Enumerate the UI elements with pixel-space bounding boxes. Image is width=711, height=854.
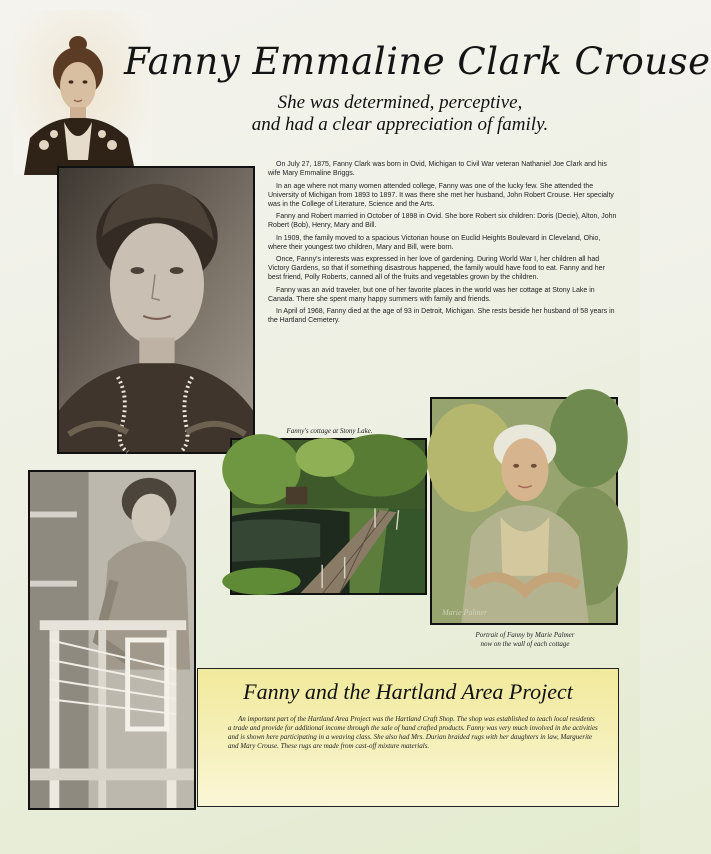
bio-paragraph: In April of 1968, Fanny died at the age of 93 in Detroit, Michigan. She rests beside her husband of 58 years in the Hartland Cemetery. — [268, 308, 615, 324]
project-text: An important part of the Hartland Area Project was the Hartland Craft Shop. The shop was established to teach local residents a trade and provide for additional income through the sale of hand crafted products. Fanny was very much involved in the activities and is shown here participating in a weaving class. She also had Mrs. Durian braided rugs with her daughters in law, Marguerite and Mary Crouse. These rugs are made from cast-off mixture materials. — [228, 715, 598, 750]
large-portrait-photo — [57, 166, 255, 454]
bio-paragraph: In 1909, the family moved to a spacious Victorian house on Euclid Heights Boulevard in Cleveland, Ohio, where their youngest two children, Mary and Bill, were born. — [268, 234, 601, 251]
tagline-line-2: and had a clear appreciation of family. — [251, 114, 549, 135]
bio-paragraph: Fanny and Robert married in October of 1898 in Ovid. She bore Robert six children: Doris (Decie), Alton, John Robert (Bob), Henry, Mary and Bill. — [268, 213, 617, 229]
biography-text — [268, 160, 620, 329]
page-title: Fanny Emmaline Clark Crouse — [124, 40, 711, 83]
lake-photo-caption: Fanny's cottage at Stony Lake. — [286, 427, 373, 435]
bio-paragraph: Fanny was an avid traveler, but one of her favorite places in the world was her cottage at Stony Lake in Canada. There she spent many happy summers with family and friends. — [268, 286, 595, 303]
bio-paragraph: Once, Fanny's interests was expressed in her love of gardening. During World War I, her children all had Victory Gardens, so that if something disastrous happened, the family would have food to eat. Fanny and her best friend, Polly Roberts, canned all of the fruits and vegetables grown by the children. — [268, 256, 605, 281]
stony-lake-photo — [230, 438, 427, 595]
painting-caption — [432, 631, 618, 649]
painting-caption-line-1: Portrait of Fanny by Marie Palmer — [475, 631, 575, 639]
weaving-loom-photo — [28, 470, 196, 810]
painting-image — [432, 399, 616, 623]
small-sepia-portrait — [14, 10, 152, 175]
painting-signature: Marie Palmer — [442, 608, 488, 617]
small-portrait-image — [14, 10, 152, 175]
project-title: Fanny and the Hartland Area Project — [243, 679, 573, 704]
loom-image — [30, 472, 194, 808]
bio-paragraph: In an age where not many women attended college, Fanny was one of the lucky few. She attended the University of Michigan from 1893 to 1897. It was there she met her husband, John Robert Crouse. Her specialty was in the College of Literature, Science and the Arts. — [268, 182, 614, 208]
large-portrait-image — [59, 168, 253, 452]
bio-paragraph: On July 27, 1875, Fanny Clark was born in Ovid, Michigan to Civil War veteran Nathaniel Joe Clark and his wife Mary Emmaline Briggs. — [268, 161, 607, 177]
tagline — [190, 92, 610, 136]
painting-caption-line-2: now on the wall of each cottage — [480, 640, 570, 648]
painted-portrait — [430, 397, 618, 625]
project-section — [197, 668, 619, 807]
lake-image — [232, 440, 425, 593]
tagline-line-1: She was determined, perceptive, — [277, 92, 523, 113]
